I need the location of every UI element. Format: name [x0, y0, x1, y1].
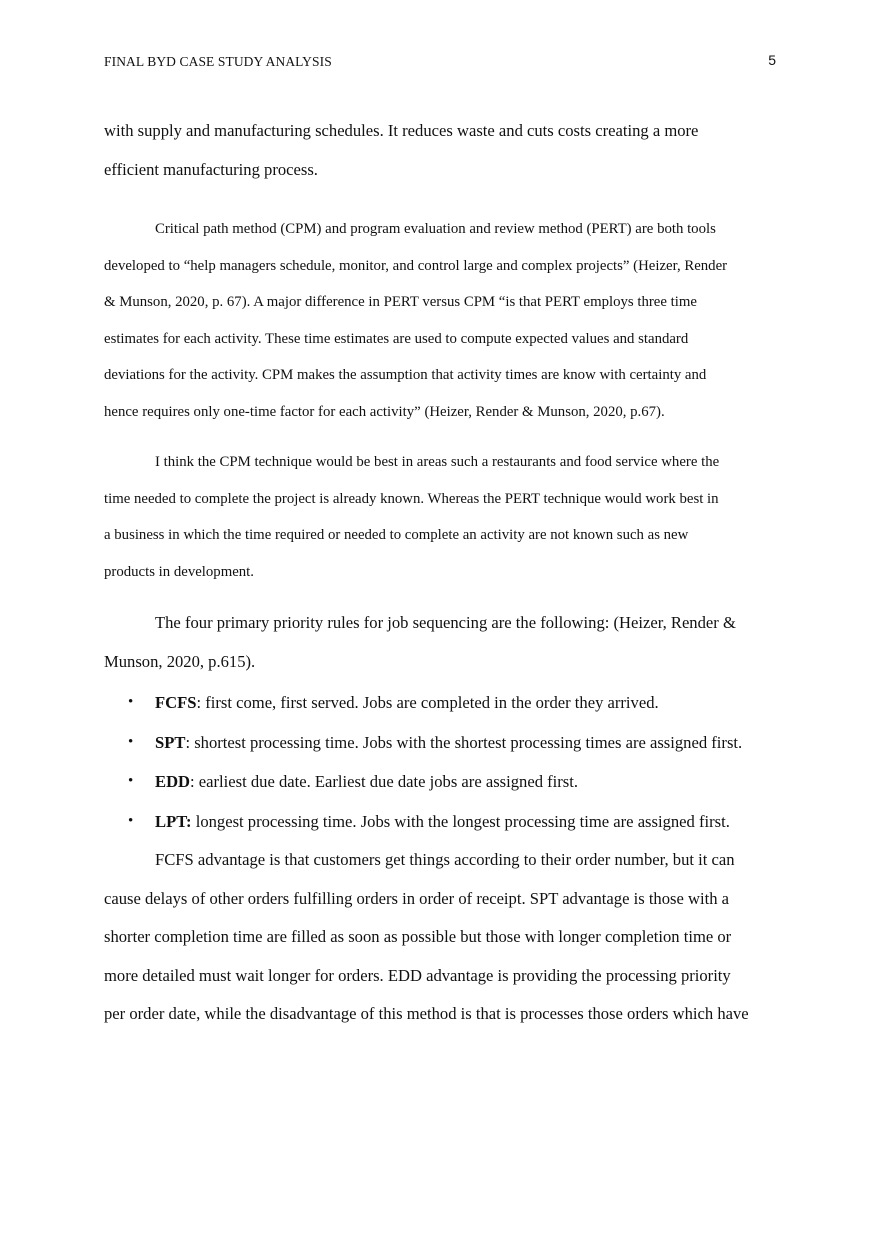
text-line: & Munson, 2020, p. 67). A major difference in PERT versus CPM “is that PERT employs three time [104, 294, 697, 311]
text-line: products in development. [104, 563, 254, 580]
rule-description: : shortest processing time. Jobs with the shortest processing times are assigned first. [185, 732, 743, 752]
text-line: developed to “help managers schedule, monitor, and control large and complex projects” (Heizer, Render [104, 257, 728, 274]
text-line: time needed to complete the project is already known. Whereas the PERT technique would work best in [104, 490, 719, 507]
rule-term: FCFS [155, 693, 197, 712]
paragraph-priority-rules-intro [104, 604, 776, 681]
text-line: more detailed must wait longer for orders. EDD advantage is providing the processing priority [104, 965, 731, 985]
text-line: per order date, while the disadvantage of this method is that is processes those orders which have [104, 1004, 749, 1023]
rule-description: longest processing time. Jobs with the longest processing time are assigned first. [191, 811, 730, 831]
text-line: a business in which the time required or needed to complete an activity are not known such as new [104, 527, 689, 544]
list-item-edd [104, 762, 776, 802]
text-line: Critical path method (CPM) and program evaluation and review method (PERT) are both tools [155, 221, 716, 237]
list-item-lpt [104, 802, 776, 842]
list-item-fcfs [104, 683, 776, 723]
text-line: shorter completion time are filled as soon as possible but those with longer completion time or [104, 927, 732, 946]
paragraph-technique-opinion [104, 444, 776, 590]
bullet-icon: • [128, 812, 134, 829]
bullet-icon: • [128, 773, 134, 789]
text-line: with supply and manufacturing schedules. It reduces waste and cuts costs creating a more [104, 121, 699, 140]
list-item-spt [104, 723, 776, 763]
bullet-icon: • [128, 733, 134, 750]
text-line: efficient manufacturing process. [104, 159, 318, 179]
text-line: cause delays of other orders fulfilling orders in order of receipt. SPT advantage is those with a [104, 888, 730, 908]
paragraph-rule-advantages [104, 841, 776, 1034]
priority-rules-list [104, 683, 776, 841]
text-line: hence requires only one-time factor for each activity” (Heizer, Render & Munson, 2020, p.67). [104, 403, 665, 420]
text-line: Munson, 2020, p.615). [104, 651, 256, 671]
paragraph-cpm-pert [104, 211, 776, 431]
rule-term: EDD [155, 772, 191, 791]
page-number: 5 [768, 52, 776, 68]
rule-description: : earliest due date. Earliest due date jobs are assigned first. [190, 772, 579, 791]
running-head: FINAL BYD CASE STUDY ANALYSIS [104, 54, 332, 69]
rule-description: : first come, first served. Jobs are completed in the order they arrived. [196, 693, 659, 712]
text-line: estimates for each activity. These time estimates are used to compute expected values and standard [104, 330, 689, 347]
paragraph-continuation [104, 112, 776, 189]
text-line: FCFS advantage is that customers get things according to their order number, but it can [155, 850, 735, 869]
rule-term: LPT: [155, 811, 192, 831]
bullet-icon: • [128, 694, 134, 710]
text-line: I think the CPM technique would be best in areas such a restaurants and food service where the [155, 454, 720, 470]
rule-term: SPT [155, 732, 186, 752]
text-line: The four primary priority rules for job sequencing are the following: (Heizer, Render & [155, 613, 736, 632]
text-line: deviations for the activity. CPM makes the assumption that activity times are know with certainty and [104, 367, 707, 384]
